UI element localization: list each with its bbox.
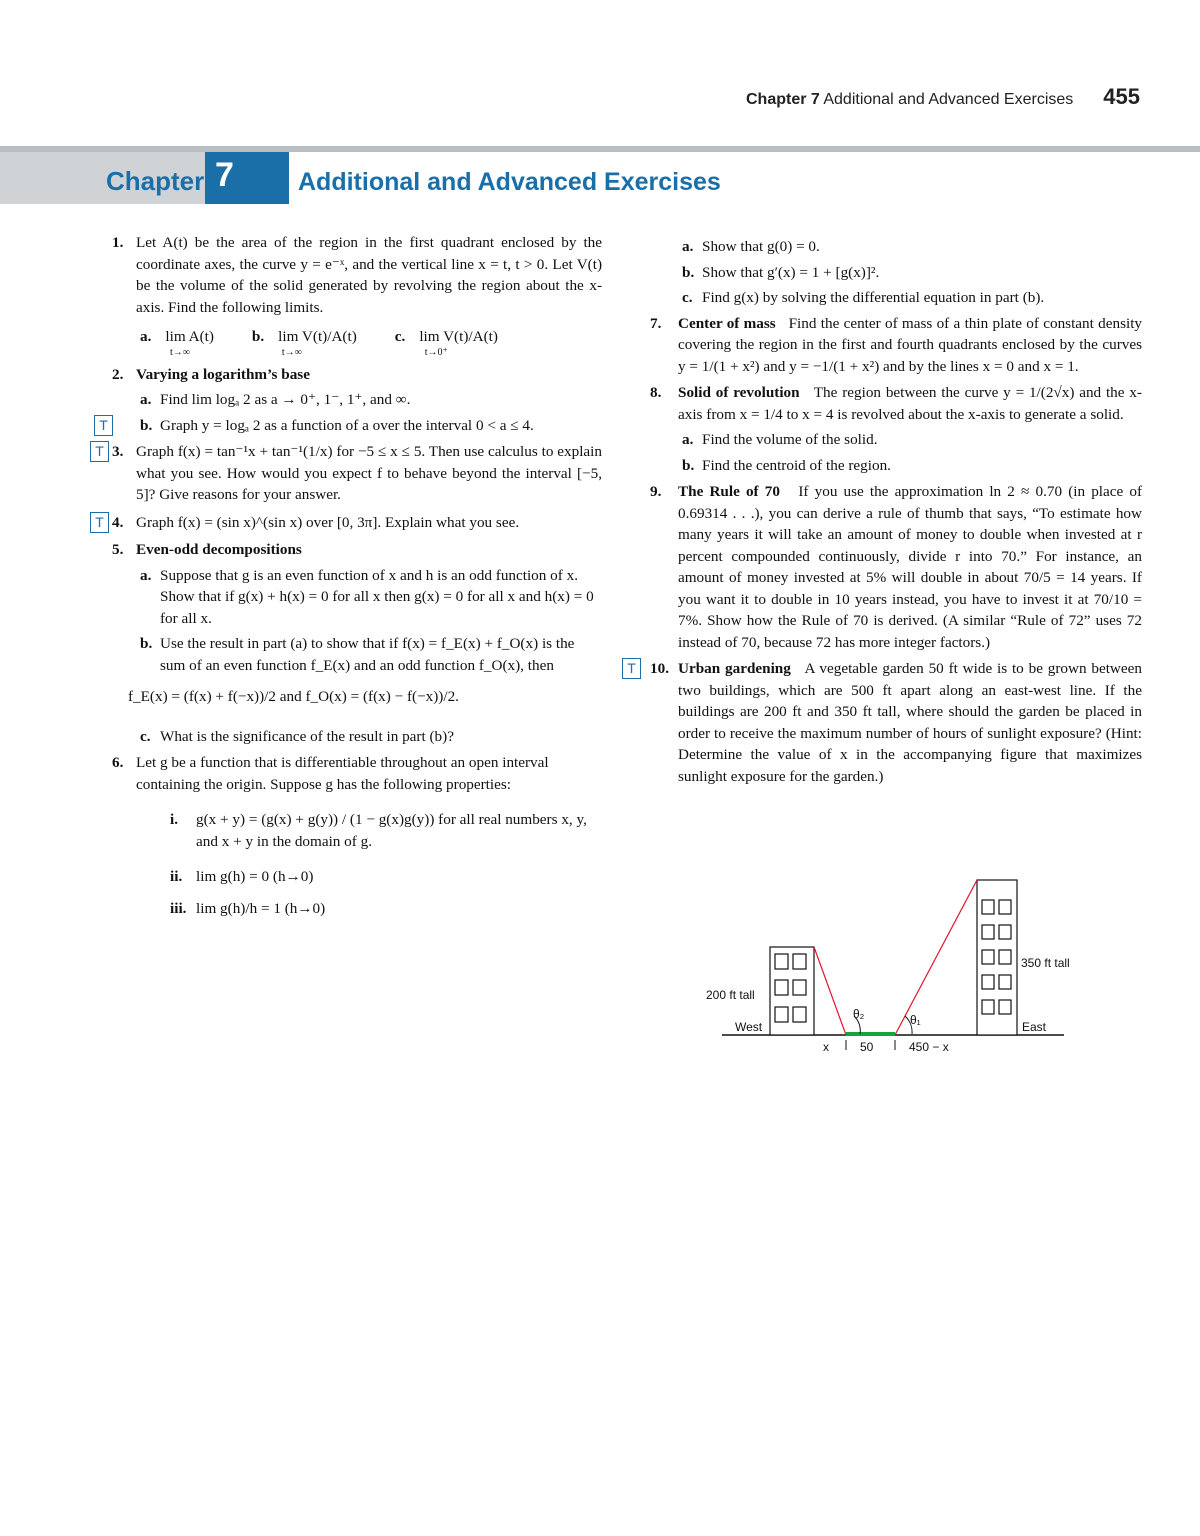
- exercise-2: 2. Varying a logarithm’s base a. Find lim logₐ 2 as a → 0⁺, 1⁻, 1⁺, and ∞. T b. Graph y = logₐ 2 as a function of a over the interval 0 < a ≤ 4.: [112, 364, 602, 437]
- theta2-label: θ₂: [853, 1007, 865, 1021]
- left-height-label: 200 ft tall: [706, 988, 755, 1002]
- exercise-5-equation: f_E(x) = (f(x) + f(−x))/2 and f_O(x) = (f(x) − f(−x))/2.: [128, 688, 459, 705]
- exercise-3: T 3. Graph f(x) = tan⁻¹x + tan⁻¹(1/x) for −5 ≤ x ≤ 5. Then use calculus to explain what you see. How would you expect f to behave beyond the interval [−5, 5]? Give reasons for your answer.: [112, 441, 602, 506]
- exercise-9: 9. The Rule of 70 If you use the approximation ln 2 ≈ 0.70 (in place of 0.69314 . . .), you can derive a rule of thumb that says, “To estimate how many years it will take an amount of money to double when invested at r percent compounded continuously, divide r into 70.” For instance, an amount of money invested at 5% will double in about 70/5 = 14 years. If you want it to double in 10 years instead, you have to invest it at 70/10 = 7%. Show how the Rule of 70 is derived. (A similar “Rule of 72” uses 72 instead of 70, because 72 has more integer factors.): [650, 483, 1143, 651]
- running-head-section: Chapter 7 Additional and Advanced Exercises: [745, 91, 1074, 108]
- exercise-5: 5. Even-odd decompositions a. Suppose that g is an even function of x and h is an odd function of x. Show that if g(x) + h(x) = 0 for all x then g(x) = 0 for all x and h(x) = 0 for all x. b. Use the result in part (a) to show that if f(x) = f_E(x) + f_O(x) is the sum of an even function f_E(x) and an odd function f_O(x), then f_E(x) = (f(x) + f(−x))/2 and f_O(x) = (f(x) − f(−x))/2. c. What is the significance of the result in part (b)?: [112, 539, 602, 747]
- exercise-2-title: Varying a logarithm’s base: [136, 365, 310, 383]
- chapter-title: Additional and Advanced Exercises: [298, 168, 721, 196]
- right-height-label: 350 ft tall: [1021, 956, 1070, 970]
- west-label: West: [735, 1020, 763, 1034]
- technology-badge: T: [94, 415, 113, 436]
- exercise-8: 8. Solid of revolution The region between the curve y = 1/(2√x) and the x-axis from x = 1/4 to x = 4 is revolved about the x-axis to generate a solid. a. Find the volume of the solid. b. Find the centroid of the region.: [650, 384, 1142, 474]
- right-column: [627, 232, 1143, 792]
- buildings-figure: [700, 870, 1080, 1060]
- x-label: x: [823, 1040, 829, 1054]
- left-column: [95, 232, 602, 929]
- exercise-4: T 4. Graph f(x) = (sin x)^(sin x) over [0, 3π]. Explain what you see.: [112, 512, 602, 534]
- exercise-1-text: Let A(t) be the area of the region in the first quadrant enclosed by the coordinate axes, the curve y = e⁻ˣ, and the vertical line x = t, t > 0. Let V(t) be the volume of the solid generated by revolving the region about the x-axis. Find the following limits.: [136, 234, 602, 316]
- east-label: East: [1022, 1020, 1047, 1034]
- exercise-6: 6. Let g be a function that is differentiable throughout an open interval containing the origin. Suppose g has the following properties: i. g(x + y) = (g(x) + g(y)) / (1 − g(x)g(y)) for all real numbers x, y, and x + y in the domain of g. ii. lim g(h) = 0 (h→0) iii. lim g(h)/h = 1 (h→0): [112, 754, 587, 917]
- garden-width-label: 50: [860, 1040, 874, 1054]
- exercise-10: T 10. Urban gardening A vegetable garden 50 ft wide is to be grown between two buildings, which are 500 ft apart along an east-west line. If the buildings are 200 ft and 350 ft tall, where should the garden be placed in order to receive the maximum number of hours of sunlight exposure? (Hint: Determine the value of x in the accompanying figure that maximizes sunlight exposure for the garden.): [650, 658, 1142, 787]
- exercise-1-limits: a. lim A(t) t→∞ b. lim V(t)/A(t) t→∞ c. lim V(t)/A(t) t→0⁺: [140, 328, 498, 358]
- rest-label: 450 − x: [909, 1040, 949, 1054]
- running-head: [746, 84, 1140, 110]
- technology-badge: T: [90, 441, 109, 462]
- chapter-number: 7: [205, 152, 289, 204]
- theta1-label: θ₁: [910, 1013, 921, 1027]
- chapter-word: Chapter: [106, 166, 205, 196]
- page-number: 455: [1103, 84, 1140, 109]
- exercise-6-continued: a. Show that g(0) = 0. b. Show that g′(x) = 1 + [g(x)]². c. Find g(x) by solving the differential equation in part (b).: [682, 238, 1045, 306]
- technology-badge: T: [90, 512, 109, 533]
- exercise-7: 7. Center of mass Find the center of mass of a thin plate of constant density covering the region in the first and fourth quadrants enclosed by the curves y = 1/(1 + x²) and y = −1/(1 + x²) and by the lines x = 0 and x = 1.: [650, 314, 1143, 375]
- sun-line-west: [814, 947, 846, 1035]
- sun-line-east: [895, 880, 977, 1035]
- technology-badge: T: [622, 658, 641, 679]
- exercise-1: 1. Let A(t) be the area of the region in the first quadrant enclosed by the coordinate axes, the curve y = e⁻ˣ, and the vertical line x = t, t > 0. Let V(t) be the volume of the solid generated by revolving the region about the x-axis. Find the following limits. a. lim A(t) t→∞ b. lim V(t)/A(t) t→∞ c. lim V(t)/A(t) t→0⁺: [112, 234, 602, 358]
